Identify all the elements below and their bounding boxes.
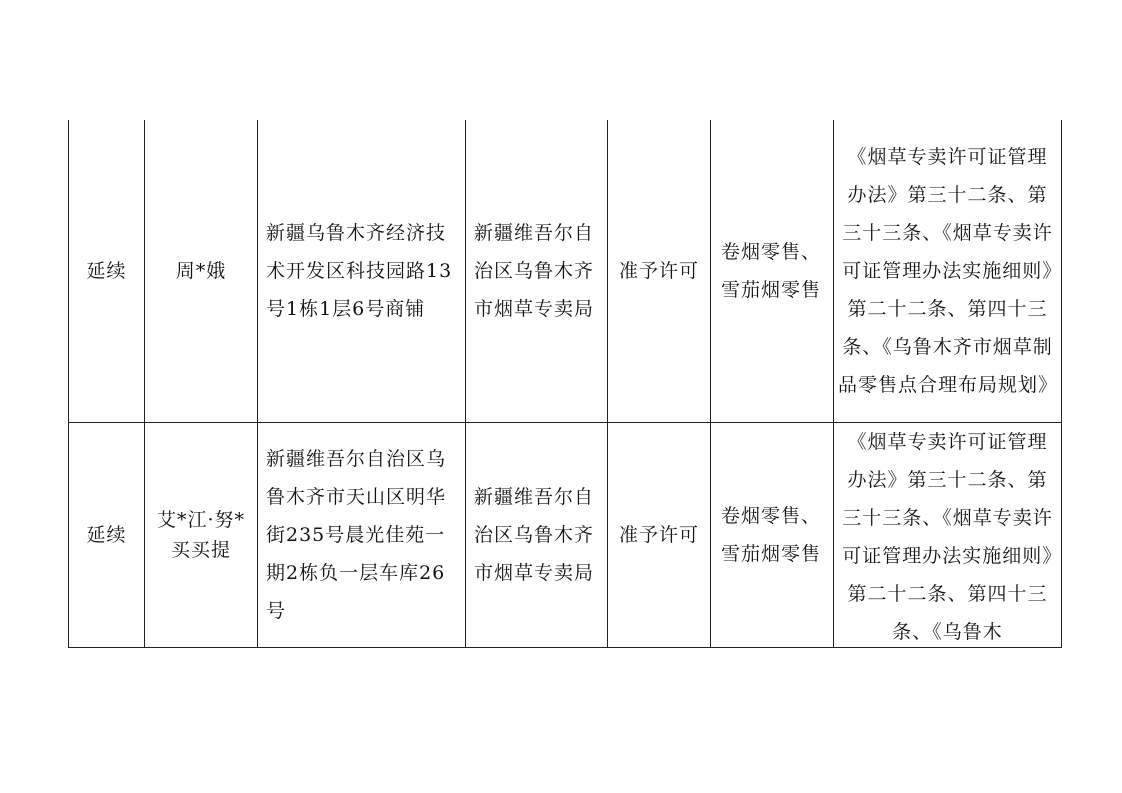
cell-authority: 新疆维吾尔自治区乌鲁木齐市烟草专卖局 [466,120,608,422]
cell-basis [834,422,1062,647]
cell-type: 延续 [69,120,145,422]
license-table [68,120,1062,648]
cell-name: 艾*江·努*买买提 [145,422,258,647]
cell-name: 周*娥 [145,120,258,422]
basis-text: 《烟草专卖许可证管理办法》第三十二条、第三十三条、《烟草专卖许可证管理办法实施细则》第二十二条、第四十三条、《乌鲁木 [842,430,1053,643]
table-row [69,422,1062,647]
cell-address: 新疆维吾尔自治区乌鲁木齐市天山区明华街235号晨光佳苑一期2栋负一层车库26号 [258,422,466,647]
cell-address: 新疆乌鲁木齐经济技术开发区科技园路13号1栋1层6号商铺 [258,120,466,422]
cell-basis: 《烟草专卖许可证管理办法》第三十二条、第三十三条、《烟草专卖许可证管理办法实施细则》第二十二条、第四十三条、《乌鲁木齐市烟草制品零售点合理布局规划》 [834,120,1062,422]
cell-decision: 准予许可 [608,120,711,422]
cell-category: 卷烟零售、雪茄烟零售 [711,120,834,422]
cell-type: 延续 [69,422,145,647]
cell-authority: 新疆维吾尔自治区乌鲁木齐市烟草专卖局 [466,422,608,647]
basis-text-clip [838,423,1057,647]
table-row [69,120,1062,422]
cell-decision: 准予许可 [608,422,711,647]
cell-category: 卷烟零售、雪茄烟零售 [711,422,834,647]
